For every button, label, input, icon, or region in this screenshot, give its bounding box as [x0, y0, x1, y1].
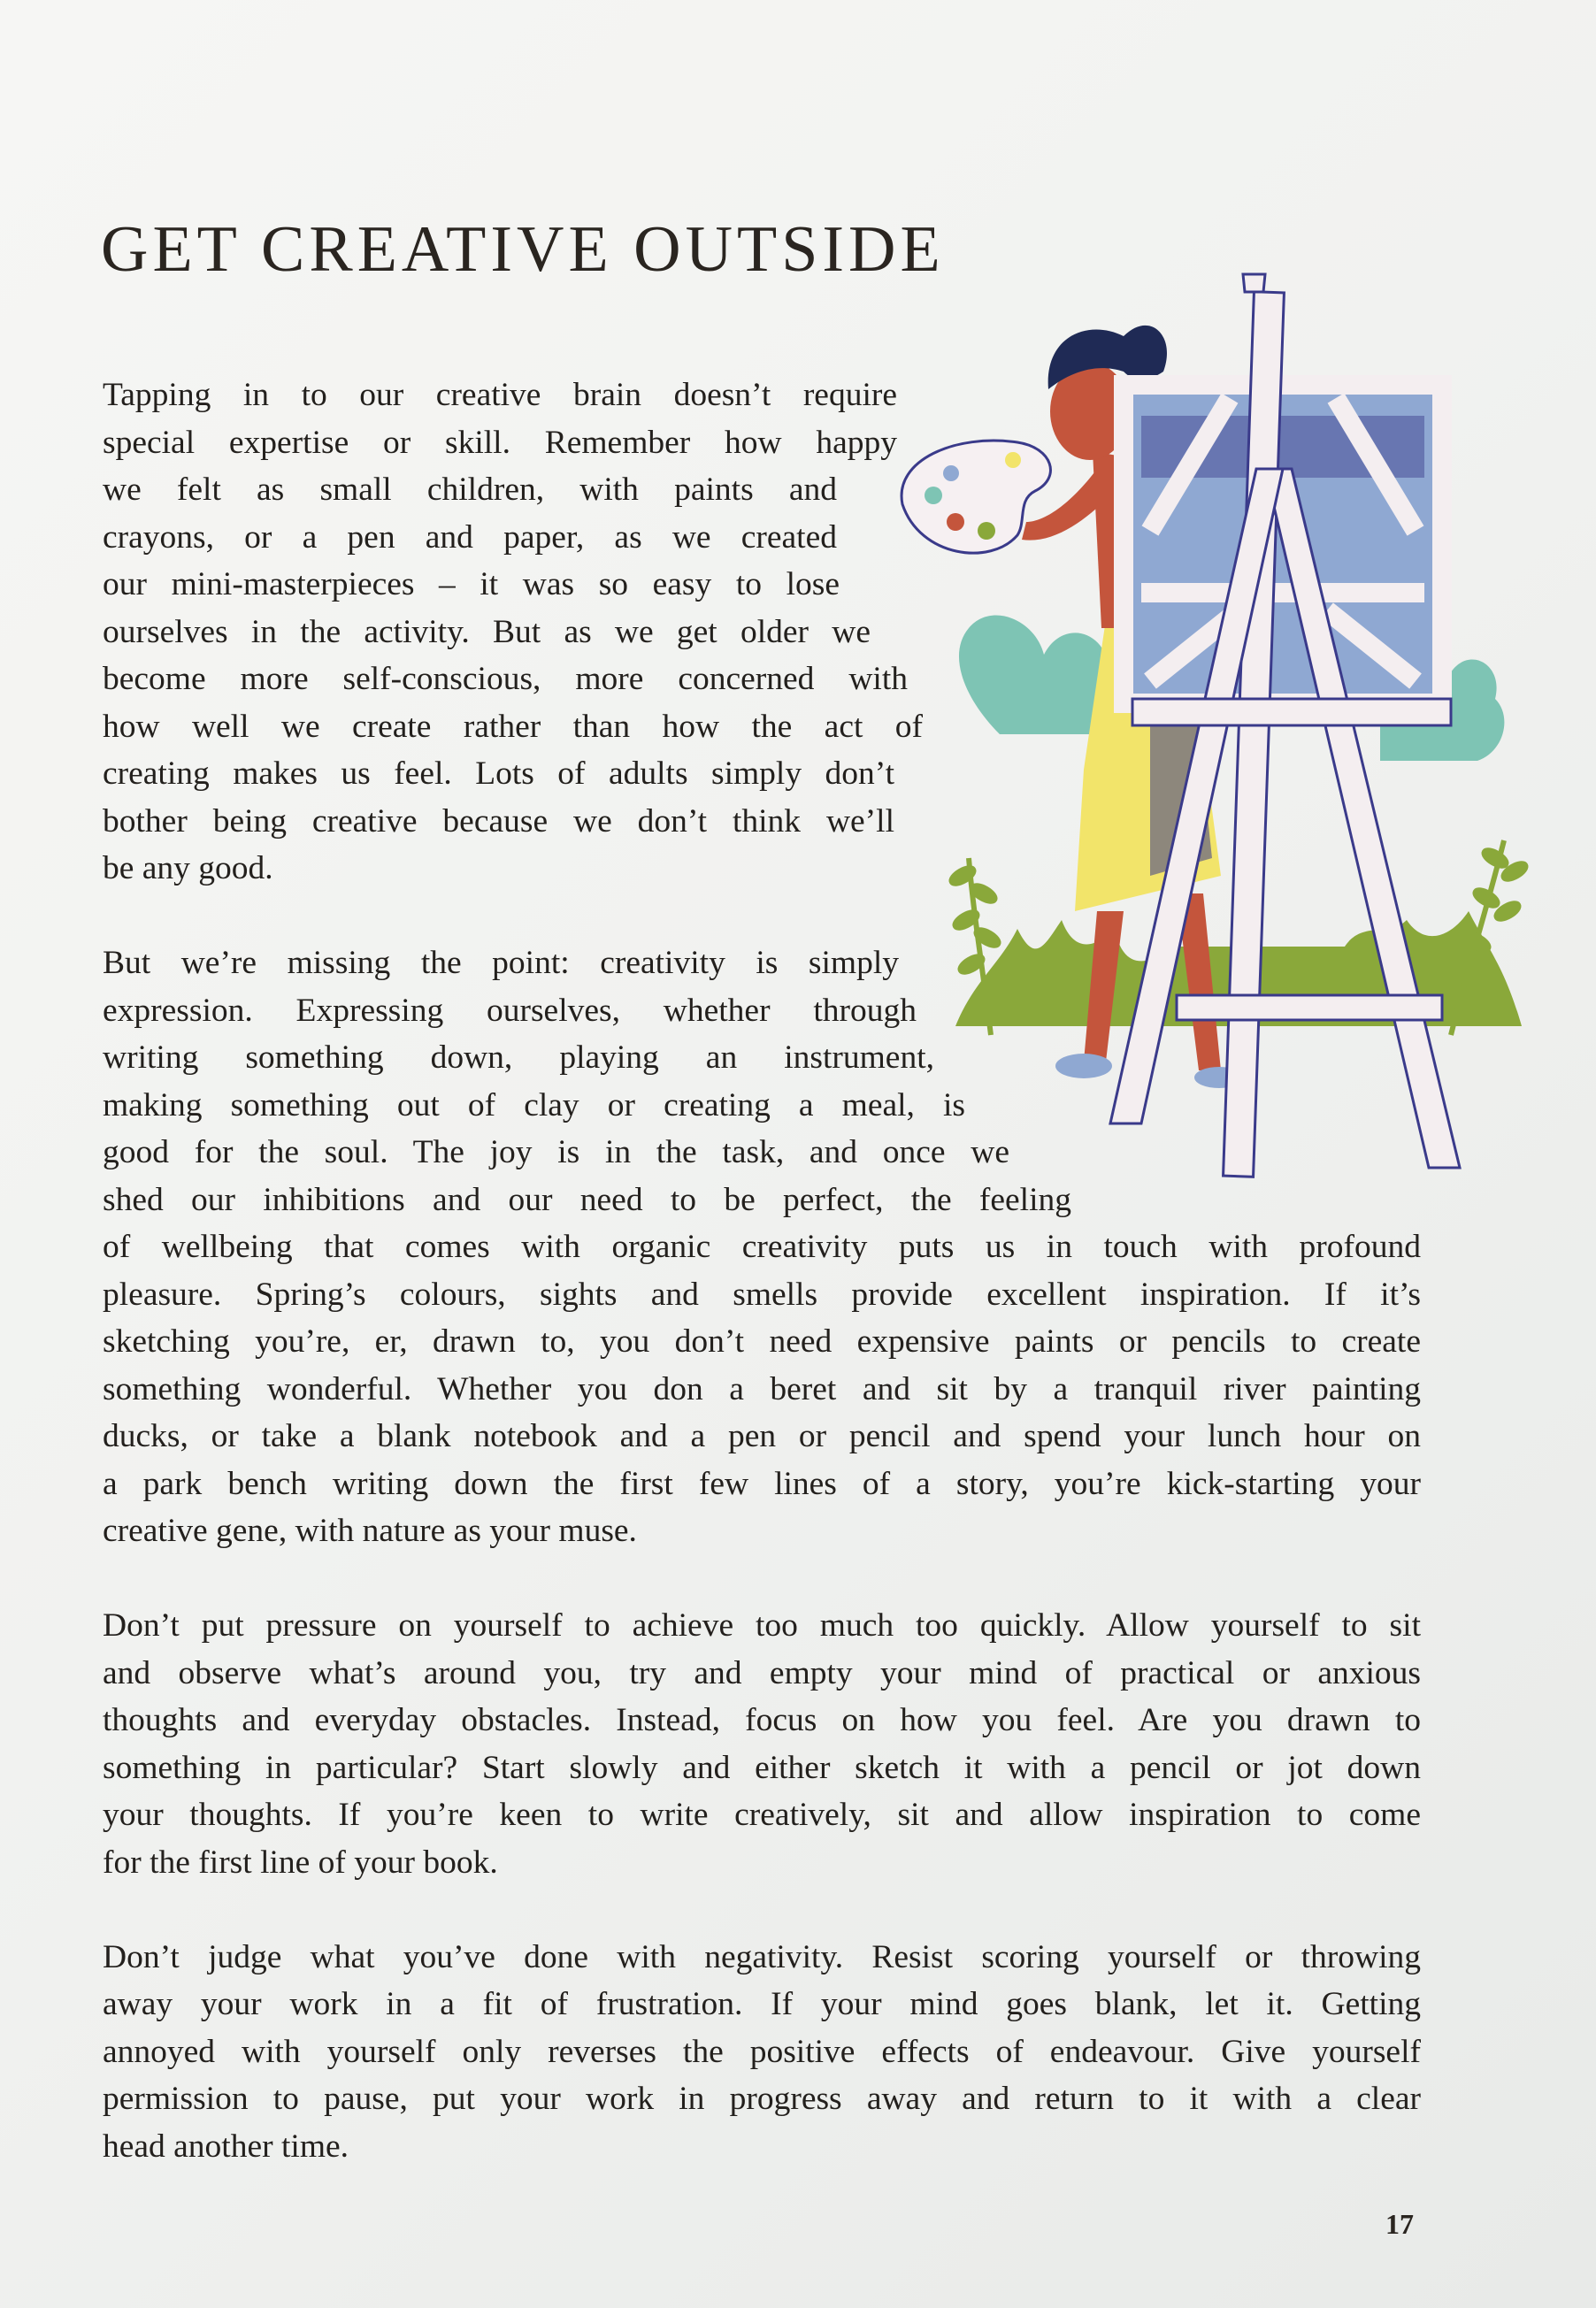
- text-line: permission to pause, put your work in progress away and return to it with a clear: [103, 2081, 1421, 2117]
- text-line: ducks, or take a blank notebook and a pen or pencil and spend your lunch hour on: [103, 1418, 1421, 1454]
- text-line: a park bench writing down the first few lines of a story, you’re kick-starting your: [103, 1465, 1421, 1502]
- text-line: something wonderful. Whether you don a beret and sit by a tranquil river painting: [103, 1370, 1421, 1407]
- text-line: be any good.: [103, 850, 273, 886]
- text-line: pleasure. Spring’s colours, sights and smells provide excellent inspiration. If it’s: [103, 1276, 1421, 1313]
- text-line: our mini-masterpieces – it was so easy to lose: [103, 566, 840, 602]
- text-line: head another time.: [103, 2128, 349, 2165]
- text-line: creative gene, with nature as your muse.: [103, 1513, 637, 1549]
- text-line: crayons, or a pen and paper, as we created: [103, 518, 837, 556]
- paragraph: [103, 372, 923, 893]
- text-line: how well we create rather than how the act of: [103, 708, 923, 745]
- paragraph: [103, 939, 1430, 1555]
- text-line: good for the soul. The joy is in the task, and once we: [103, 1134, 1009, 1170]
- text-line: shed our inhibitions and our need to be perfect, the feeling: [103, 1181, 1071, 1218]
- text-line: become more self-conscious, more concerned with: [103, 661, 908, 697]
- text-line: expression. Expressing ourselves, whether through: [103, 992, 917, 1029]
- text-line: But we’re missing the point: creativity is simply: [103, 945, 899, 981]
- page-number: 17: [1385, 2208, 1414, 2240]
- text-line: ourselves in the activity. But as we get older we: [103, 613, 871, 650]
- text-line: for the first line of your book.: [103, 1844, 498, 1881]
- paragraph: [103, 1934, 1421, 2171]
- text-line: Tapping in to our creative brain doesn’t require: [103, 377, 897, 413]
- paragraph: [103, 1602, 1421, 1886]
- text-line: making something out of clay or creating a meal, is: [103, 1086, 965, 1123]
- text-line: writing something down, playing an instrument,: [103, 1039, 934, 1076]
- text-line: creating makes us feel. Lots of adults simply don’t: [103, 755, 894, 792]
- text-line: of wellbeing that comes with organic creativity puts us in touch with profound: [103, 1229, 1421, 1265]
- text-line: Don’t judge what you’ve done with negativity. Resist scoring yourself or throwing: [103, 1938, 1421, 1975]
- text-line: we felt as small children, with paints and: [103, 472, 837, 508]
- text-line: annoyed with yourself only reverses the positive effects of endeavour. Give yourself: [103, 2033, 1421, 2070]
- text-line: Don’t put pressure on yourself to achieve too much too quickly. Allow yourself to sit: [103, 1607, 1421, 1644]
- article-body: [103, 372, 1430, 2218]
- text-line: sketching you’re, er, drawn to, you don’t need expensive paints or pencils to create: [103, 1323, 1421, 1360]
- text-line: your thoughts. If you’re keen to write creatively, sit and allow inspiration to come: [103, 1797, 1421, 1833]
- page-title: GET CREATIVE OUTSIDE: [101, 213, 945, 286]
- text-line: bother being creative because we don’t think we’ll: [103, 802, 894, 840]
- text-line: thoughts and everyday obstacles. Instead, focus on how you feel. Are you drawn to: [103, 1702, 1421, 1738]
- text-line: away your work in a fit of frustration. If your mind goes blank, let it. Getting: [103, 1986, 1421, 2022]
- text-line: something in particular? Start slowly and either sketch it with a pencil or jot down: [103, 1749, 1421, 1786]
- text-line: special expertise or skill. Remember how happy: [103, 424, 897, 461]
- text-line: and observe what’s around you, try and empty your mind of practical or anxious: [103, 1654, 1421, 1691]
